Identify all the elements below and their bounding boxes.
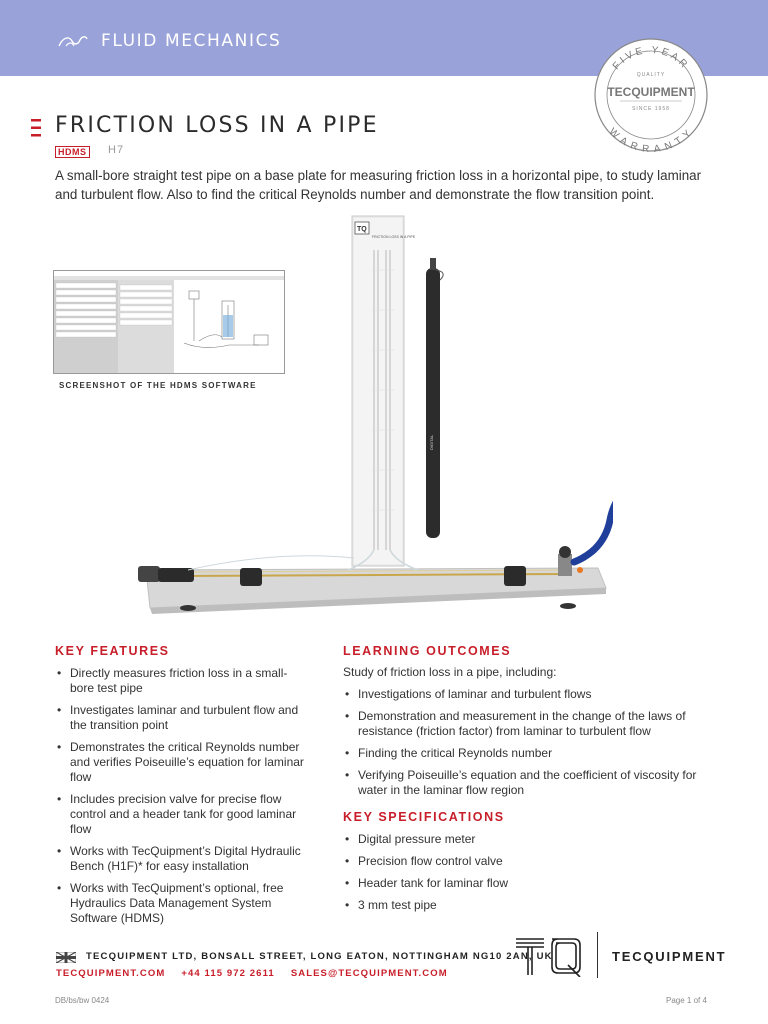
tq-logo xyxy=(514,935,582,977)
list-item: • Digital pressure meter xyxy=(343,832,723,847)
product-code: H7 xyxy=(108,144,125,156)
category-label: FLUID MECHANICS xyxy=(101,31,282,51)
warranty-badge xyxy=(592,36,710,154)
document-reference: DB/bs/bw 0424 xyxy=(55,996,110,1005)
learning-outcomes-list xyxy=(343,687,723,798)
company-address: TECQUIPMENT LTD, BONSALL STREET, LONG EATON, NOTTINGHAM NG10 2AN, UK xyxy=(86,951,553,962)
page-number: Page 1 of 4 xyxy=(666,996,707,1005)
logo-divider xyxy=(597,932,598,978)
list-item: • Finding the critical Reynolds number xyxy=(343,746,723,761)
badge-since-text: SINCE 1958 xyxy=(632,106,670,112)
title-bars-icon xyxy=(31,118,43,138)
list-item: • Precision flow control valve xyxy=(343,854,723,869)
learning-outcomes-heading: LEARNING OUTCOMES xyxy=(343,644,512,658)
wave-icon xyxy=(58,34,88,48)
svg-text:TQ: TQ xyxy=(357,226,367,233)
apparatus-image xyxy=(128,210,613,620)
hdms-logo-text: HDMS xyxy=(55,146,90,158)
list-item: • Works with TecQuipment’s optional, free Hydraulics Data Management System Software (HDMS) xyxy=(55,881,310,926)
learning-outcomes-lead: Study of friction loss in a pipe, including: xyxy=(343,665,557,679)
list-item: • Verifying Poiseuille’s equation and the coefficient of viscosity for water in the laminar flow region xyxy=(343,768,723,798)
list-item: • Investigations of laminar and turbulent flows xyxy=(343,687,723,702)
list-item: • 3 mm test pipe xyxy=(343,898,723,913)
key-specifications-heading: KEY SPECIFICATIONS xyxy=(343,810,505,824)
uk-flag-icon xyxy=(56,952,76,963)
phone-number[interactable]: +44 115 972 2611 xyxy=(181,968,275,979)
website-link[interactable]: TECQUIPMENT.COM xyxy=(56,968,166,979)
key-features-heading: KEY FEATURES xyxy=(55,644,170,658)
list-item: • Demonstrates the critical Reynolds number and verifies Poiseuille’s equation for laminar flow xyxy=(55,740,310,785)
hdms-logo xyxy=(55,146,90,158)
badge-brand-text: TECQUIPMENT xyxy=(607,85,695,99)
list-item: • Directly measures friction loss in a small-bore test pipe xyxy=(55,666,310,696)
list-item: • Header tank for laminar flow xyxy=(343,876,723,891)
panel-label: FRICTION LOSS IN A PIPE xyxy=(372,235,416,239)
badge-top-text: FIVE YEAR xyxy=(610,44,692,73)
key-features-section xyxy=(55,644,310,926)
screenshot-caption: SCREENSHOT OF THE HDMS SOFTWARE xyxy=(59,381,257,390)
brand-name: TECQUIPMENT xyxy=(612,949,727,964)
list-item: • Demonstration and measurement in the change of the laws of resistance (friction factor) from laminar to turbulent flow xyxy=(343,709,723,739)
list-item: • Includes precision valve for precise flow control and a header tank for good laminar flow xyxy=(55,792,310,837)
badge-quality-text: QUALITY xyxy=(636,72,666,78)
key-features-list xyxy=(55,666,310,926)
page-title: FRICTION LOSS IN A PIPE xyxy=(55,113,379,138)
contact-line xyxy=(56,968,448,979)
badge-bottom-text: WARRANTY xyxy=(606,126,696,154)
email-link[interactable]: SALES@TECQUIPMENT.COM xyxy=(290,968,448,979)
learning-outcomes-section xyxy=(343,644,723,913)
svg-text:DIGITAL: DIGITAL xyxy=(429,434,434,450)
intro-paragraph: A small-bore straight test pipe on a base plate for measuring friction loss in a horizontal pipe, to study laminar and turbulent flow. Also to find the critical Reynolds number and demonstrate the flow transition point. xyxy=(55,168,702,202)
list-item: • Works with TecQuipment’s Digital Hydraulic Bench (H1F)* for easy installation xyxy=(55,844,310,874)
list-item: • Investigates laminar and turbulent flow and the transition point xyxy=(55,703,310,733)
key-specifications-list xyxy=(343,832,723,913)
